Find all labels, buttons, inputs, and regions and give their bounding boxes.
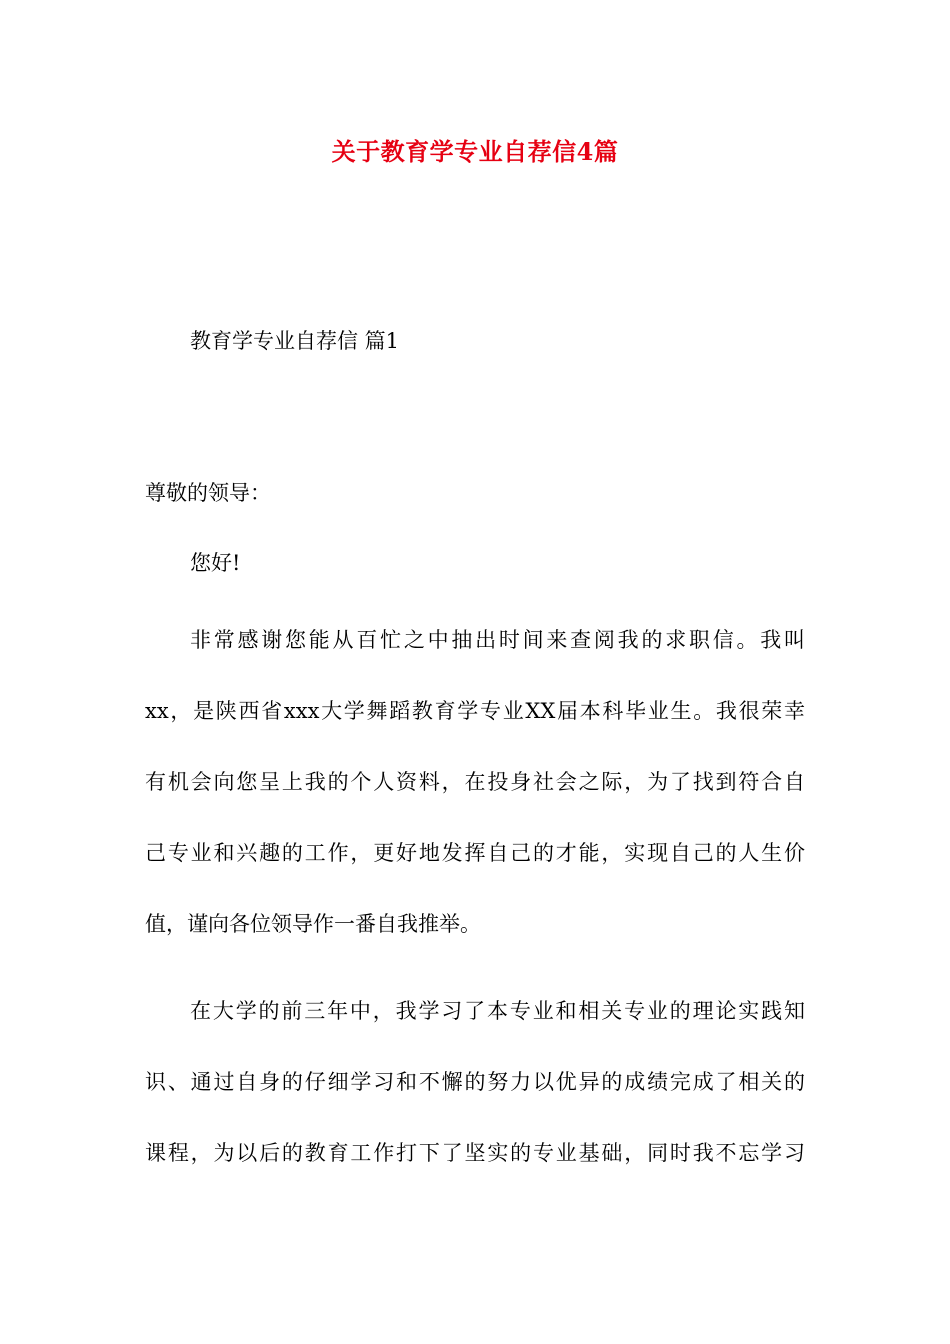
- paragraph-line: 课程，为以后的教育工作打下了坚实的专业基础，同时我不忘学习: [145, 1141, 805, 1165]
- paragraph-line: 己专业和兴趣的工作，更好地发挥自己的才能，实现自己的人生价: [145, 841, 805, 865]
- paragraph-line: 非常感谢您能从百忙之中抽出时间来查阅我的求职信。我叫: [190, 628, 805, 652]
- section-heading: 教育学专业自荐信 篇1: [190, 329, 400, 353]
- salutation: 尊敬的领导：: [145, 481, 271, 505]
- paragraph-line: 识、通过自身的仔细学习和不懈的努力以优异的成绩完成了相关的: [145, 1070, 805, 1094]
- paragraph-line: xx，是陕西省xxx大学舞蹈教育学专业XX届本科毕业生。我很荣幸: [145, 699, 805, 723]
- greeting: 您好!: [190, 551, 241, 575]
- paragraph-line: 有机会向您呈上我的个人资料，在投身社会之际，为了找到符合自: [145, 770, 805, 794]
- document-title: 关于教育学专业自荐信4篇: [331, 137, 619, 166]
- paragraph-line: 在大学的前三年中，我学习了本专业和相关专业的理论实践知: [190, 999, 805, 1023]
- paragraph-2: [145, 996, 805, 1209]
- paragraph-line: 值，谨向各位领导作一番自我推举。: [145, 912, 481, 936]
- paragraph-1: [145, 625, 805, 980]
